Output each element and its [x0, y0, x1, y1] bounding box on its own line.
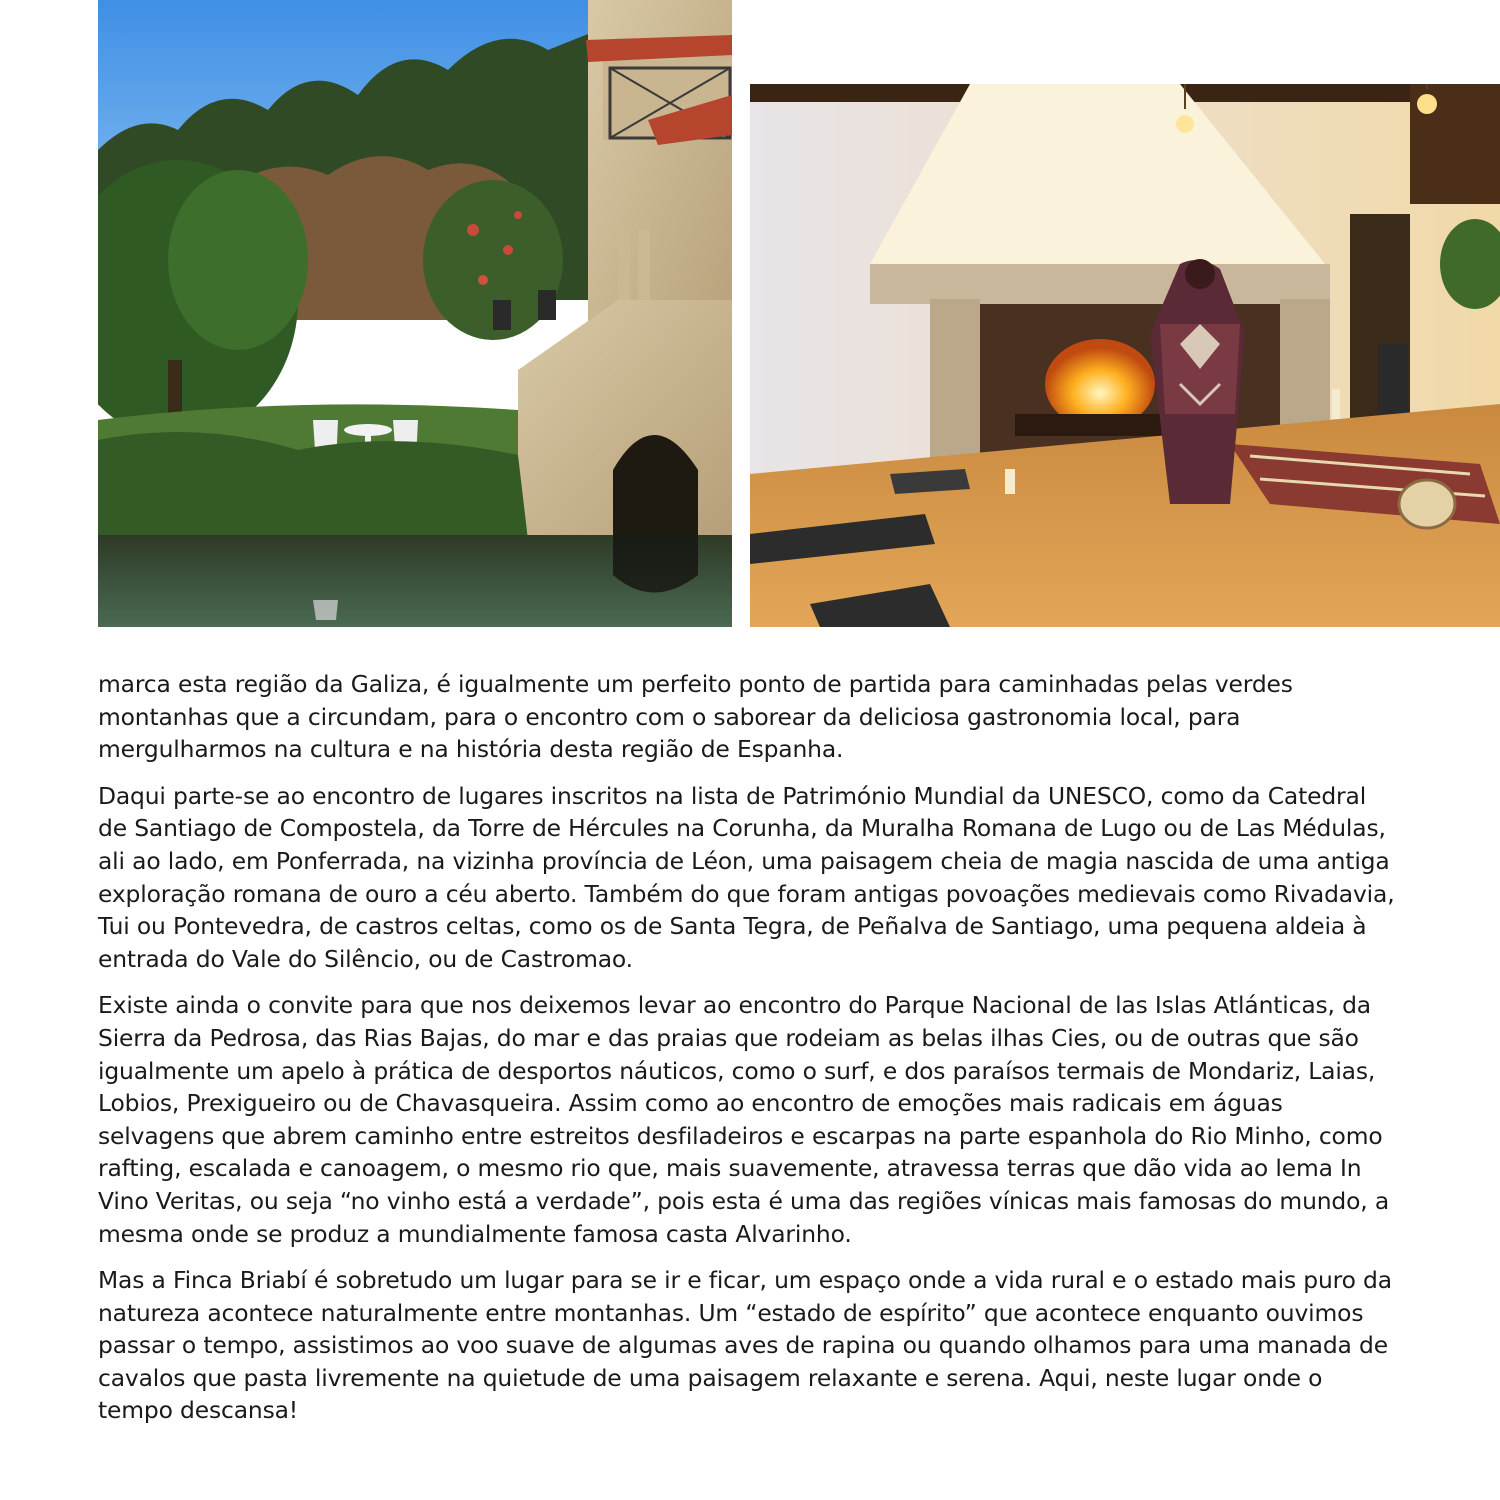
paragraph-galiza: marca esta região da Galiza, é igualmente um perfeito ponto de partida para caminhadas pelas verdes montanhas que a circundam, para o encontro com o saborear da deliciosa gastronomia local, para mergulharmos na cultura e na história desta região de Espanha. [98, 670, 1293, 764]
house-lake-photo [98, 0, 732, 627]
paragraph-islas-atlanticas: Existe ainda o convite para que nos deixemos levar ao encontro do Parque Nacional de las Islas Atlánticas, da Sierra da Pedrosa, das Rias Bajas, do mar e das praias que rodeiam as belas ilhas Cies, ou de outras que são igualmente um apelo à prática de desportos náuticos, como o surf, e dos paraísos termais de Mondariz, Laias, Lobios, Prexigueiro ou de Chavasqueira. Assim como ao encontro de emoções mais radicais em águas selvagens que abrem caminho entre estreitos desfiladeiros e escarpas na parte espanhola do Rio Minho, como rafting, escalada e canoagem, o mesmo rio que, mais suavemente, atravessa terras que dão vida ao lema In Vino Veritas, ou seja “no vinho está a verdade”, pois esta é uma das regiões vínicas mais famosas do mundo, a mesma onde se produz a mundialmente famosa casta Alvarinho. [98, 991, 1390, 1248]
article-body [98, 668, 1398, 1441]
paragraph-unesco: Daqui parte-se ao encontro de lugares inscritos na lista de Património Mundial da UNESCO, como da Catedral de Santiago de Compostela, da Torre de Hércules na Corunha, da Muralha Romana de Lugo ou de Las Médulas, ali ao lado, em Ponferrada, na vizinha província de Léon, uma paisagem cheia de magia nascida de uma antiga exploração romana de ouro a céu aberto. Também do que foram antigas povoações medievais como Rivadavia, Tui ou Pontevedra, de castros celtas, como os de Santa Tegra, de Peñalva de Santiago, uma pequena aldeia à entrada do Vale do Silêncio, ou de Castromao. [98, 781, 1395, 973]
paragraph-finca-briabi: Mas a Finca Briabí é sobretudo um lugar para se ir e ficar, um espaço onde a vida rural e o estado mais puro da natureza acontece naturalmente entre montanhas. Um “estado de espírito” que acontece enquanto ouvimos passar o tempo, assistimos ao voo suave de algumas aves de rapina ou quando olhamos para uma manada de cavalos que pasta livremente na quietude de uma paisagem relaxante e serena. Aqui, neste lugar onde o tempo descansa! [98, 1266, 1392, 1425]
fireplace-ceremony-illustration [750, 84, 1500, 627]
fireplace-ceremony-photo [750, 84, 1500, 627]
house-lake-illustration [98, 0, 732, 627]
